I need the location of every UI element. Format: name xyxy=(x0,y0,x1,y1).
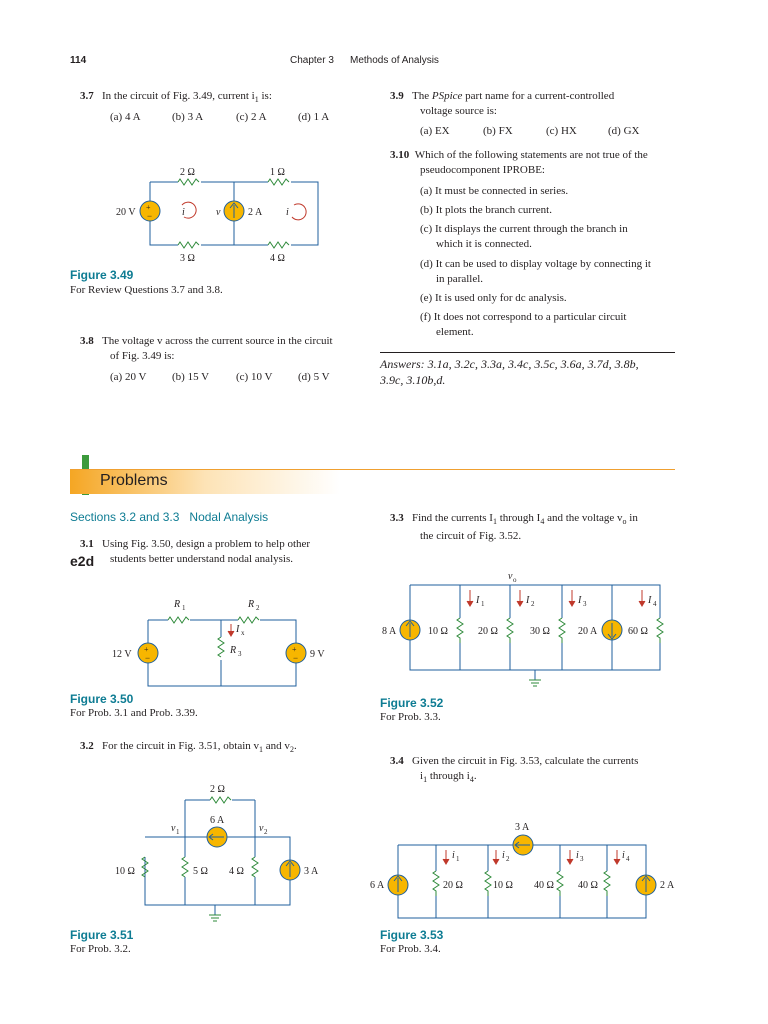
svg-text:+: + xyxy=(292,645,297,654)
current-arrow-I2 xyxy=(517,590,523,606)
svg-text:2: 2 xyxy=(531,600,535,608)
figure-3-52-caption: For Prob. 3.3. xyxy=(380,711,441,723)
current-arrow-I3 xyxy=(569,590,575,606)
section-heading: Sections 3.2 and 3.3 Nodal Analysis xyxy=(70,510,269,524)
resistor-2ohm xyxy=(210,797,231,803)
svg-text:I: I xyxy=(648,595,652,606)
svg-text:30 Ω: 30 Ω xyxy=(530,626,550,637)
svg-text:+: + xyxy=(146,203,151,212)
svg-text:3: 3 xyxy=(238,650,242,658)
current-arrow-i2 xyxy=(493,850,499,864)
svg-text:2: 2 xyxy=(264,828,268,836)
svg-text:3 A: 3 A xyxy=(304,866,319,877)
svg-text:10 Ω: 10 Ω xyxy=(428,626,448,637)
svg-text:I: I xyxy=(526,595,530,606)
svg-text:o: o xyxy=(513,576,517,584)
q39-option-d: (d) GX xyxy=(608,125,640,137)
svg-text:4 Ω: 4 Ω xyxy=(270,253,285,264)
svg-text:20 A: 20 A xyxy=(578,626,598,637)
question-3-9: 3.9 The PSpice part name for a current-controlled voltage source is: xyxy=(390,90,615,117)
figure-3-52-title: Figure 3.52 xyxy=(380,696,444,710)
problem-3-4: 3.4 Given the circuit in Fig. 3.53, calculate the currents $i_1$ through $i_4$. xyxy=(390,755,639,785)
q38-option-c: (c) 10 V xyxy=(236,371,273,383)
svg-text:1: 1 xyxy=(481,600,485,608)
figure-3-50-caption: For Prob. 3.1 and Prob. 3.39. xyxy=(70,707,198,719)
svg-text:x: x xyxy=(241,629,245,637)
resistor-30ohm xyxy=(559,618,565,643)
svg-text:20 Ω: 20 Ω xyxy=(443,880,463,891)
q310-option-e: (e) It is used only for dc analysis. xyxy=(420,292,567,304)
svg-text:6 A: 6 A xyxy=(370,880,385,891)
answers-divider xyxy=(380,352,675,353)
svg-text:4: 4 xyxy=(626,855,630,863)
resistor-5ohm xyxy=(182,857,188,877)
svg-text:i: i xyxy=(502,850,505,861)
svg-text:1: 1 xyxy=(182,604,186,612)
problem-3-2: 3.2 For the circuit in Fig. 3.51, obtain $v_1$ and $v_2$. xyxy=(80,740,297,755)
svg-text:1: 1 xyxy=(456,855,460,863)
question-3-10: 3.10 Which of the following statements are not true of the pseudocomponent IPROBE: xyxy=(390,149,648,176)
q310-option-b: (b) It plots the branch current. xyxy=(420,204,552,216)
resistor-4ohm xyxy=(268,242,289,248)
current-arrow-ix xyxy=(228,624,234,636)
figure-3-51-caption: For Prob. 3.2. xyxy=(70,943,131,955)
resistor-60ohm xyxy=(657,618,663,643)
svg-text:4: 4 xyxy=(653,600,657,608)
current-arrow-i3 xyxy=(567,850,573,864)
resistor-2ohm xyxy=(178,179,199,185)
q37-option-a: (a) 4 A xyxy=(110,111,141,123)
ground-icon xyxy=(209,915,221,921)
chapter-title: Methods of Analysis xyxy=(350,55,439,66)
resistor-10ohm xyxy=(457,618,463,643)
figure-3-49-circuit xyxy=(100,155,340,265)
svg-text:3: 3 xyxy=(583,600,587,608)
resistor-10ohm xyxy=(485,871,491,896)
svg-text:−: − xyxy=(293,653,299,663)
resistor-40ohm-a xyxy=(557,871,563,896)
ground-icon xyxy=(529,680,541,686)
svg-text:I: I xyxy=(578,595,582,606)
svg-text:5 Ω: 5 Ω xyxy=(193,866,208,877)
svg-text:3 Ω: 3 Ω xyxy=(180,253,195,264)
resistor-r3 xyxy=(218,637,224,657)
q39-option-c: (c) HX xyxy=(546,125,577,137)
svg-text:8 A: 8 A xyxy=(382,626,397,637)
svg-text:v: v xyxy=(171,823,176,834)
svg-text:I: I xyxy=(476,595,480,606)
q37-option-c: (c) 2 A xyxy=(236,111,267,123)
svg-text:2 A: 2 A xyxy=(248,207,263,218)
problem-3-3: 3.3 Find the currents $I_1$ through $I_4$ and the voltage $v_o$ in the circuit of Fig. 3.52. xyxy=(390,512,638,543)
svg-text:+: + xyxy=(144,645,149,654)
problem-3-1: 3.1 Using Fig. 3.50, design a problem to help other students better understand nodal analysis. xyxy=(80,538,311,565)
svg-text:3: 3 xyxy=(580,855,584,863)
resistor-1ohm xyxy=(268,179,289,185)
resistor-r2 xyxy=(238,617,259,623)
svg-text:v: v xyxy=(508,571,513,582)
svg-text:20 V: 20 V xyxy=(116,207,136,218)
question-3-7: 3.7 In the circuit of Fig. 3.49, current $i_1$ is: xyxy=(80,90,272,105)
q38-option-d: (d) 5 V xyxy=(298,371,330,383)
svg-text:1 Ω: 1 Ω xyxy=(270,167,285,178)
svg-text:i: i xyxy=(622,850,625,861)
svg-text:1: 1 xyxy=(176,828,180,836)
q37-option-d: (d) 1 A xyxy=(298,111,330,123)
resistor-3ohm xyxy=(178,242,199,248)
svg-text:2: 2 xyxy=(506,855,510,863)
svg-text:10 Ω: 10 Ω xyxy=(115,866,135,877)
current-arrow-I1 xyxy=(467,590,473,606)
q310-option-a: (a) It must be connected in series. xyxy=(420,185,569,197)
figure-3-53-circuit xyxy=(370,818,675,928)
q310-option-f: (f) It does not correspond to a particular circuit xyxy=(420,311,627,323)
figure-3-49-caption: For Review Questions 3.7 and 3.8. xyxy=(70,284,223,296)
figure-3-51-circuit xyxy=(105,780,330,925)
svg-text:3 A: 3 A xyxy=(515,822,530,833)
svg-text:−: − xyxy=(145,653,151,663)
problems-heading: Problems xyxy=(100,472,168,489)
svg-text:40 Ω: 40 Ω xyxy=(534,880,554,891)
q38-option-b: (b) 15 V xyxy=(172,371,210,383)
current-arrow-i4 xyxy=(614,850,620,864)
svg-text:I: I xyxy=(236,624,240,635)
figure-3-53-caption: For Prob. 3.4. xyxy=(380,943,441,955)
figure-3-52-circuit xyxy=(380,568,670,693)
svg-text:2 Ω: 2 Ω xyxy=(210,784,225,795)
q310-option-c-cont: which it is connected. xyxy=(436,238,532,250)
mesh-arrow-i2 xyxy=(292,204,306,220)
resistor-r1 xyxy=(168,617,189,623)
q310-option-f-cont: element. xyxy=(436,326,474,338)
figure-3-53-title: Figure 3.53 xyxy=(380,928,444,942)
svg-text:R: R xyxy=(174,599,181,610)
q39-option-b: (b) FX xyxy=(483,125,513,137)
svg-text:v: v xyxy=(259,823,264,834)
svg-text:12 V: 12 V xyxy=(112,649,132,660)
svg-text:40 Ω: 40 Ω xyxy=(578,880,598,891)
svg-text:4 Ω: 4 Ω xyxy=(229,866,244,877)
svg-text:i: i xyxy=(286,207,289,218)
resistor-40ohm-b xyxy=(604,871,610,896)
svg-text:20 Ω: 20 Ω xyxy=(478,626,498,637)
q310-option-d-cont: in parallel. xyxy=(436,273,484,285)
figure-3-49-title: Figure 3.49 xyxy=(70,268,134,282)
e2d-badge: e2d xyxy=(70,553,95,569)
svg-text:60 Ω: 60 Ω xyxy=(628,626,648,637)
svg-text:v: v xyxy=(216,207,221,218)
figure-3-51-title: Figure 3.51 xyxy=(70,928,134,942)
svg-text:R: R xyxy=(248,599,255,610)
svg-text:2: 2 xyxy=(256,604,260,612)
resistor-20ohm xyxy=(507,618,513,643)
answers: Answers: 3.1a, 3.2c, 3.3a, 3.4c, 3.5c, 3.6a, 3.7d, 3.8b, 3.9c, 3.10b,d. xyxy=(380,357,639,387)
svg-text:2 A: 2 A xyxy=(660,880,675,891)
q38-option-a: (a) 20 V xyxy=(110,371,147,383)
page-number: 114 xyxy=(70,55,87,66)
svg-text:i: i xyxy=(576,850,579,861)
resistor-4ohm xyxy=(252,857,258,877)
figure-3-50-circuit xyxy=(100,590,325,690)
svg-text:10 Ω: 10 Ω xyxy=(493,880,513,891)
svg-text:−: − xyxy=(147,211,153,221)
q310-option-d: (d) It can be used to display voltage by connecting it xyxy=(420,258,651,270)
svg-text:6 A: 6 A xyxy=(210,815,225,826)
question-3-8: 3.8 The voltage v across the current source in the circuit of Fig. 3.49 is: xyxy=(80,335,333,362)
svg-text:R: R xyxy=(230,645,237,656)
svg-text:i: i xyxy=(452,850,455,861)
figure-3-50-title: Figure 3.50 xyxy=(70,692,134,706)
resistor-20ohm xyxy=(433,871,439,896)
current-arrow-I4 xyxy=(639,590,645,606)
q310-option-c: (c) It displays the current through the branch in xyxy=(420,223,628,235)
q39-option-a: (a) EX xyxy=(420,125,450,137)
chapter-label: Chapter 3 xyxy=(290,55,334,66)
current-arrow-i1 xyxy=(443,850,449,864)
svg-text:i: i xyxy=(182,207,185,218)
q37-option-b: (b) 3 A xyxy=(172,111,204,123)
svg-text:2 Ω: 2 Ω xyxy=(180,167,195,178)
svg-text:9 V: 9 V xyxy=(310,649,325,660)
